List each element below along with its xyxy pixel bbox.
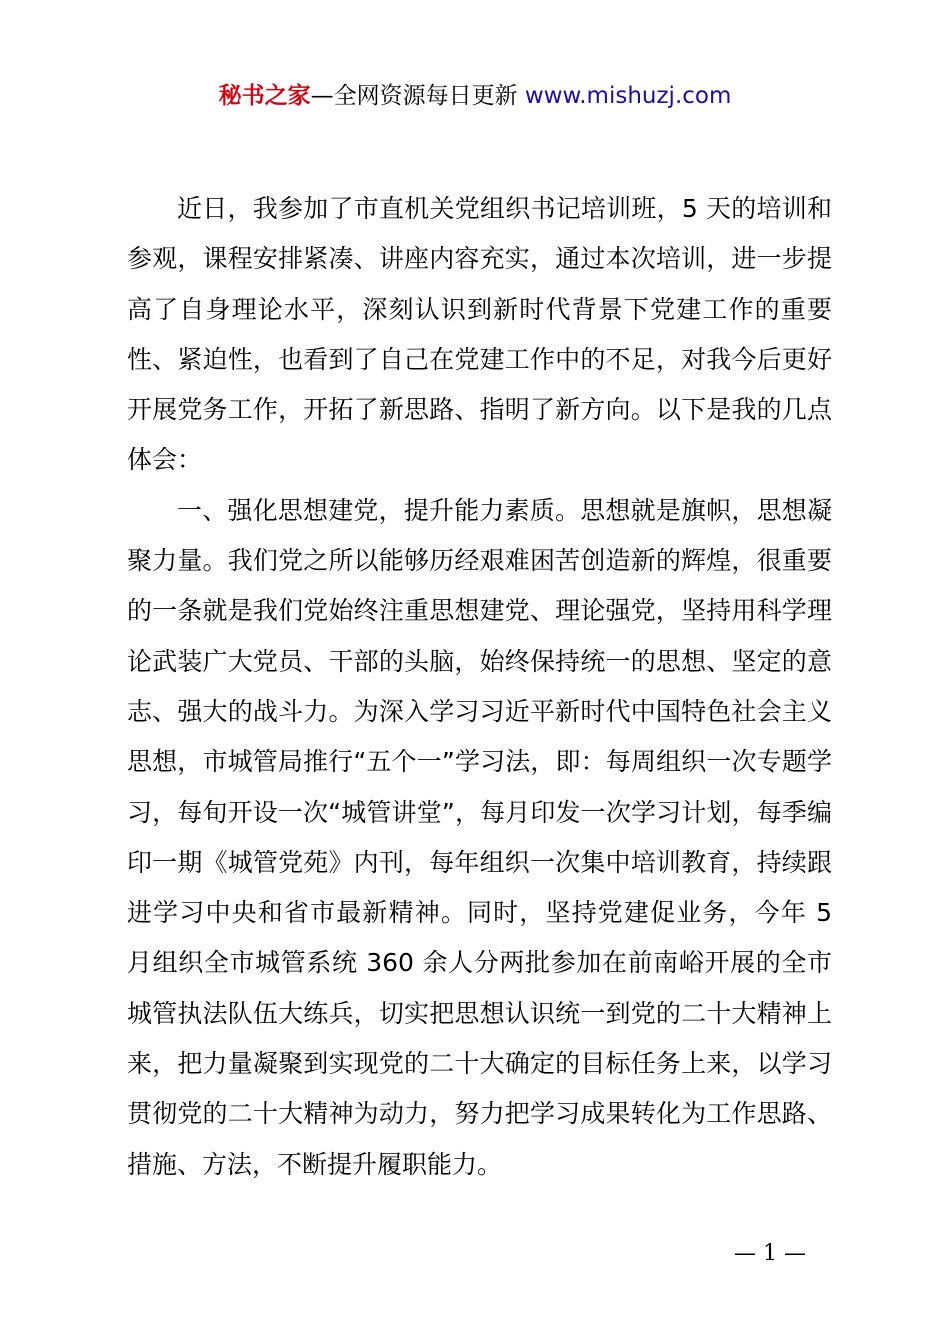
paragraph-section-one: 一、强化思想建党，提升能力素质。思想就是旗帜，思想凝聚力量。我们党之所以能够历经艰难困苦创造新的辉煌，很重要的一条就是我们党始终注重思想建党、理论强党，坚持用科学理论武装广大党员、干部的头脑，始终保持统一的思想、坚定的意志、强大的战斗力。为深入学习习近平新时代中国特色社会主义思想，市城管局推行“五个一”学习法，即：每周组织一次专题学习，每旬开设一次“城管讲堂”，每月印发一次学习计划，每季编印一期《城管党苑》内刊，每年组织一次集中培训教育，持续跟进学习中央和省市最新精神。同时，坚持党建促业务，今年 5 月组织全市城管系统 360 余人分两批参加在前南峪开展的全市城管执法队伍大练兵，切实把思想认识统一到党的二十大精神上来，把力量凝聚到实现党的二十大确定的目标任务上来，以学习贯彻党的二十大精神为动力，努力把学习成果转化为工作思路、措施、方法，不断提升履职能力。 <box>127 495 832 1179</box>
page-number: — 1 — <box>734 1241 806 1266</box>
document-body <box>127 184 832 1190</box>
paragraph-intro: 近日，我参加了市直机关党组织书记培训班，5 天的培训和参观，课程安排紧凑、讲座内容充实，通过本次培训，进一步提高了自身理论水平，深刻认识到新时代背景下党建工作的重要性、紧迫性，也看到了自己在党建工作中的不足，对我今后更好开展党务工作，开拓了新思路、指明了新方向。以下是我的几点体会： <box>127 194 832 475</box>
brand-name: 秘书之家 <box>218 83 311 109</box>
website-url[interactable]: www.mishuzj.com <box>524 83 732 109</box>
page-header <box>0 80 950 112</box>
header-tagline: —全网资源每日更新 <box>310 83 525 109</box>
